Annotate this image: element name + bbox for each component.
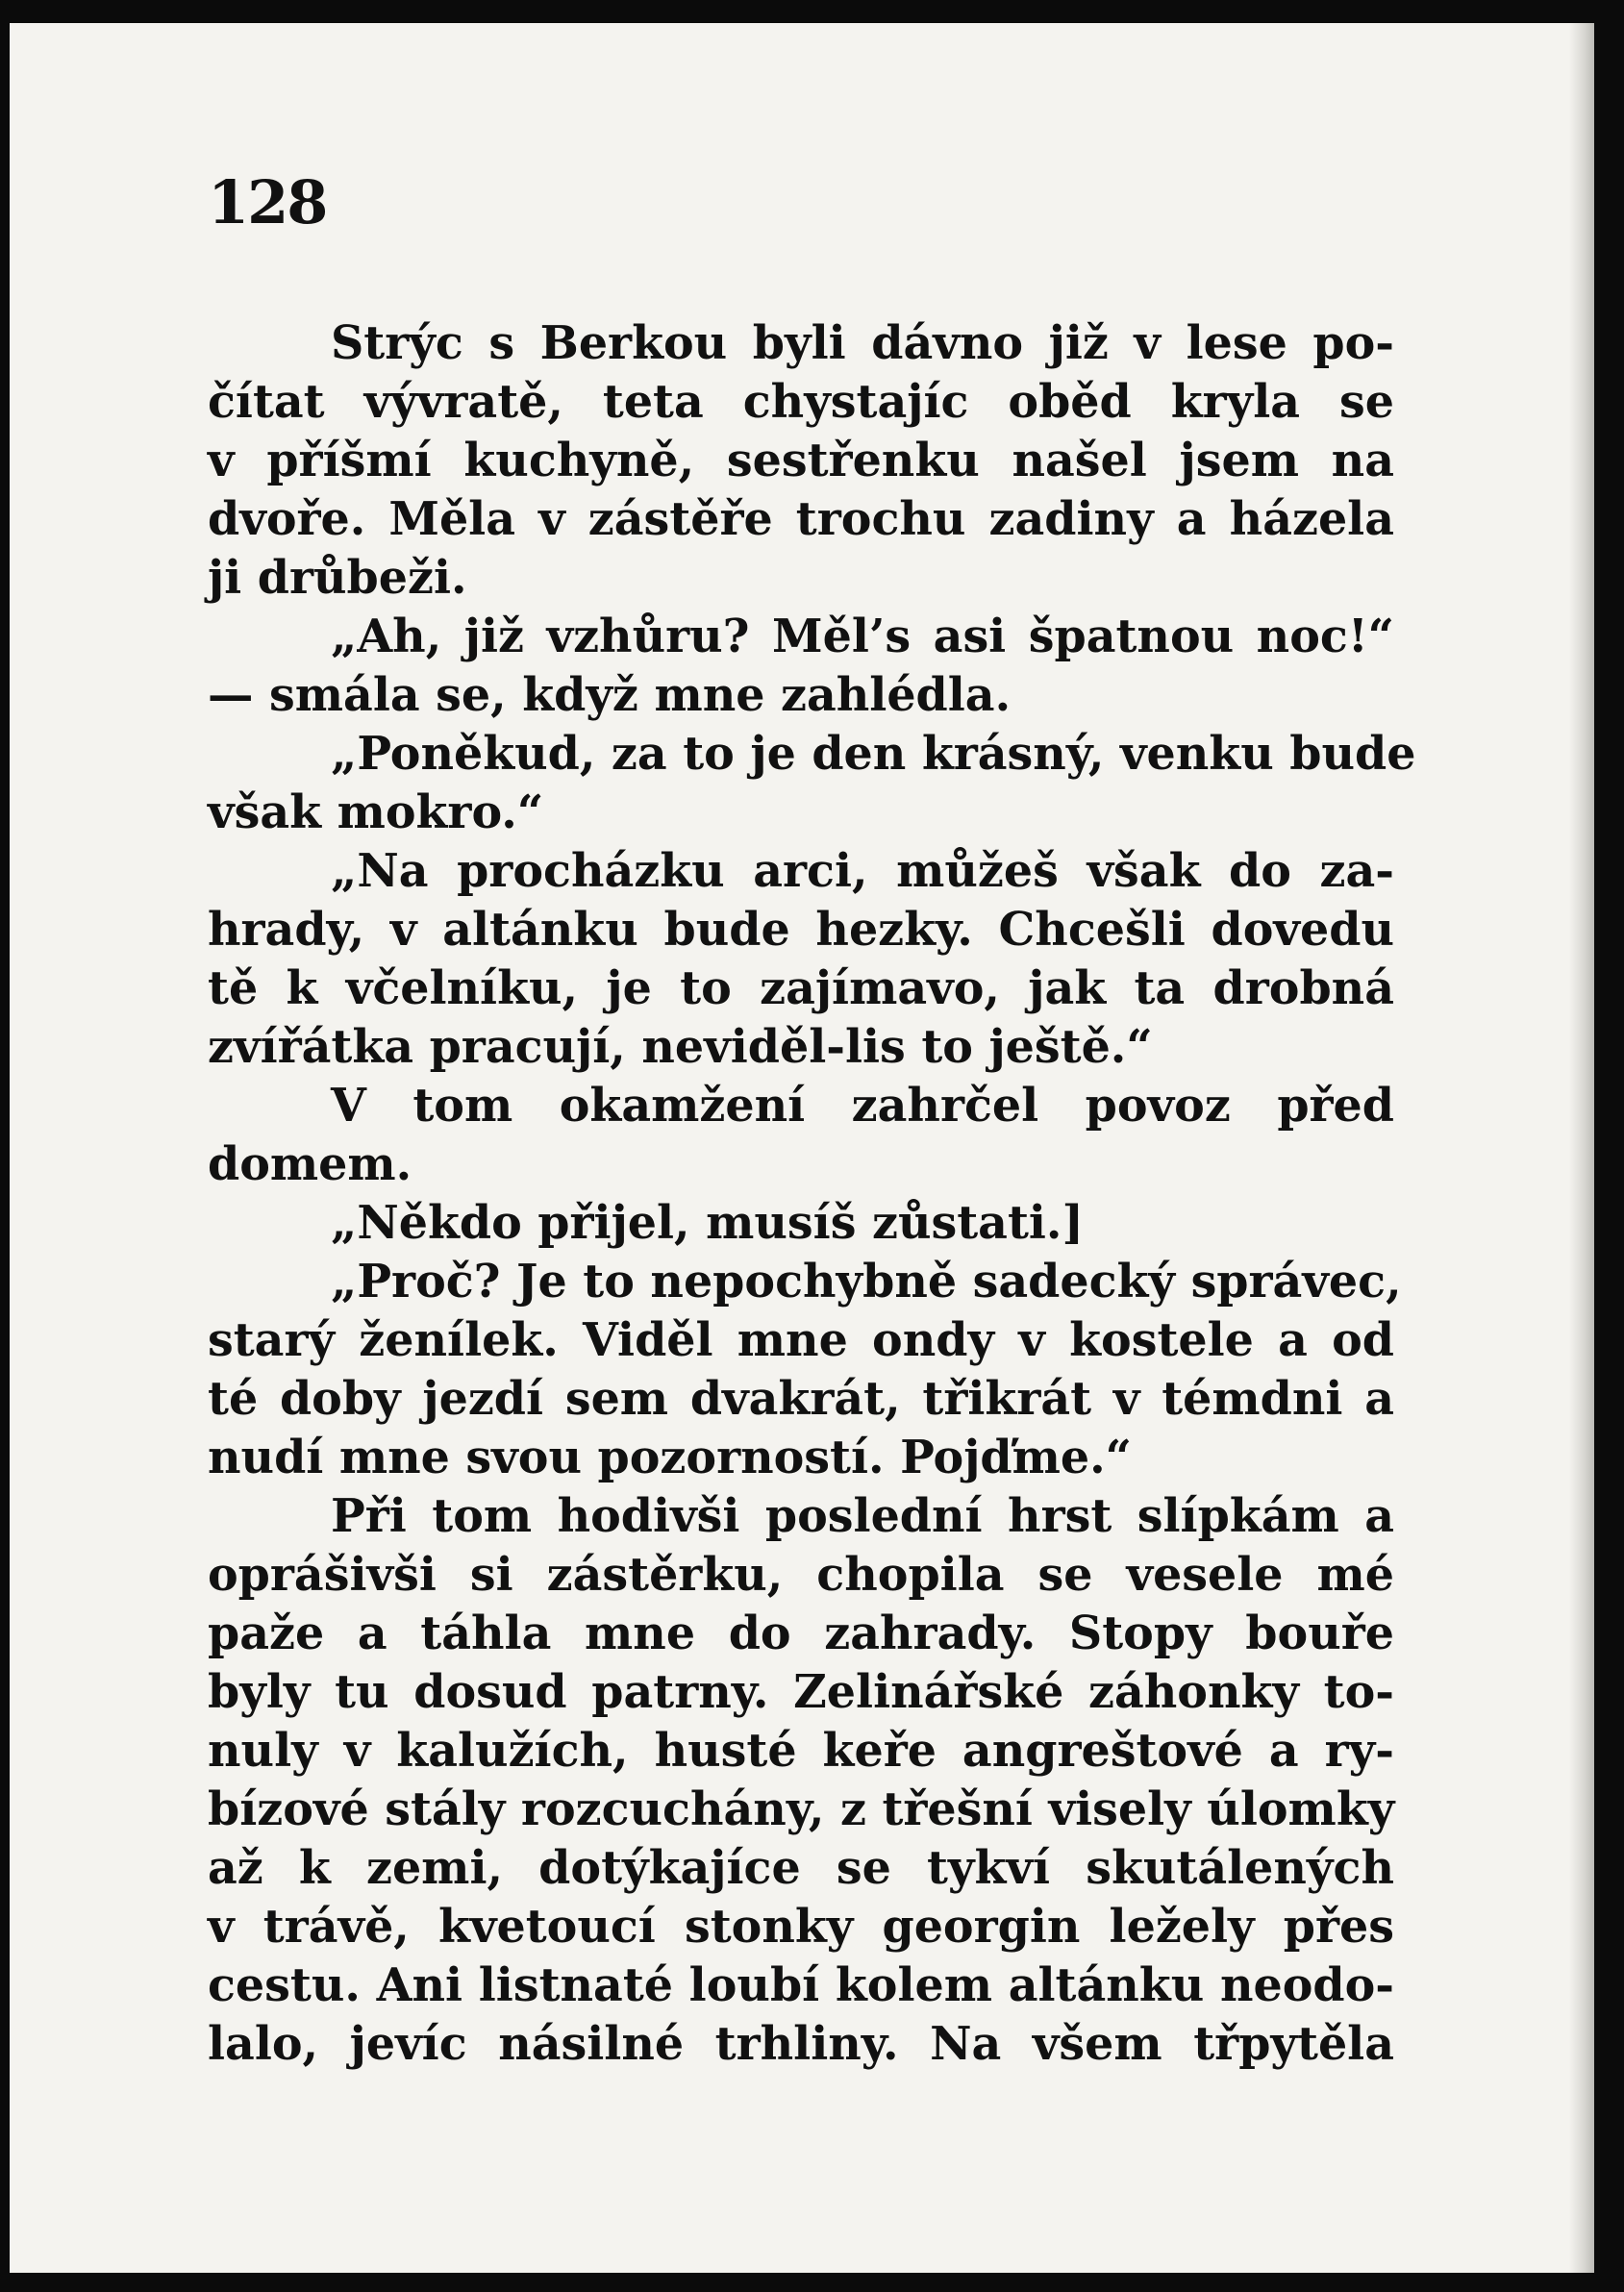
text-line: však mokro.“ <box>208 785 544 839</box>
text-line: čítat vývratě, teta chystajíc oběd kryla se <box>208 375 1394 429</box>
text-line: ji drůbeži. <box>208 551 467 605</box>
text-line: „Ah, již vzhůru? Měl’s asi špatnou noc!“ <box>331 610 1394 663</box>
text-line: „Poněkud, za to je den krásný, venku bude <box>331 727 1416 781</box>
page-edge-shadow <box>1569 23 1594 2273</box>
text-line: Strýc s Berkou byli dávno již v lese po- <box>331 316 1394 370</box>
text-line: „Někdo přijel, musíš zůstati.] <box>331 1196 1084 1250</box>
text-line: dvoře. Měla v zástěře trochu zadiny a házela <box>208 492 1394 546</box>
book-page <box>10 23 1594 2273</box>
text-line: starý ženílek. Viděl mne ondy v kostele a od <box>208 1313 1394 1367</box>
text-line: tě k včelníku, je to zajímavo, jak ta drobná <box>208 961 1394 1015</box>
text-line: v trávě, kvetoucí stonky georgin ležely přes <box>208 1900 1394 1954</box>
text-line: „Proč? Je to nepochybně sadecký správec, <box>331 1255 1402 1308</box>
text-line: — smála se, když mne zahlédla. <box>208 668 1012 722</box>
text-line: cestu. Ani listnaté loubí kolem altánku neodo- <box>208 1958 1394 2012</box>
text-line: hrady, v altánku bude hezky. Chcešli dovedu <box>208 903 1394 957</box>
text-line: až k zemi, dotýkajíce se tykví skutálených <box>208 1841 1394 1895</box>
text-line: V tom okamžení zahrčel povoz před <box>331 1079 1394 1133</box>
text-line: v příšmí kuchyně, sestřenku našel jsem na <box>208 434 1394 487</box>
text-line: byly tu dosud patrny. Zelinářské záhonky to- <box>208 1665 1394 1719</box>
text-line: paže a táhla mne do zahrady. Stopy bouře <box>208 1607 1394 1660</box>
text-line: oprášivši si zástěrku, chopila se vesele mé <box>208 1548 1394 1602</box>
text-line: nuly v kalužích, husté keře angreštové a ry- <box>208 1724 1394 1778</box>
page-number: 128 <box>208 167 327 237</box>
text-line: domem. <box>208 1137 412 1191</box>
text-line: bízové stály rozcuchány, z třešní visely úlomky <box>208 1782 1395 1836</box>
text-line: „Na procházku arci, můžeš však do za- <box>331 844 1394 898</box>
text-line: lalo, jevíc násilné trhliny. Na všem třpytěla <box>208 2017 1394 2071</box>
text-line: té doby jezdí sem dvakrát, třikrát v témdni a <box>208 1372 1394 1426</box>
text-line: Při tom hodivši poslední hrst slípkám a <box>331 1489 1394 1543</box>
text-line: nudí mne svou pozorností. Pojďme.“ <box>208 1431 1132 1484</box>
text-line: zvířátka pracují, neviděl-lis to ještě.“ <box>208 1020 1153 1074</box>
body-text <box>208 314 1416 2074</box>
